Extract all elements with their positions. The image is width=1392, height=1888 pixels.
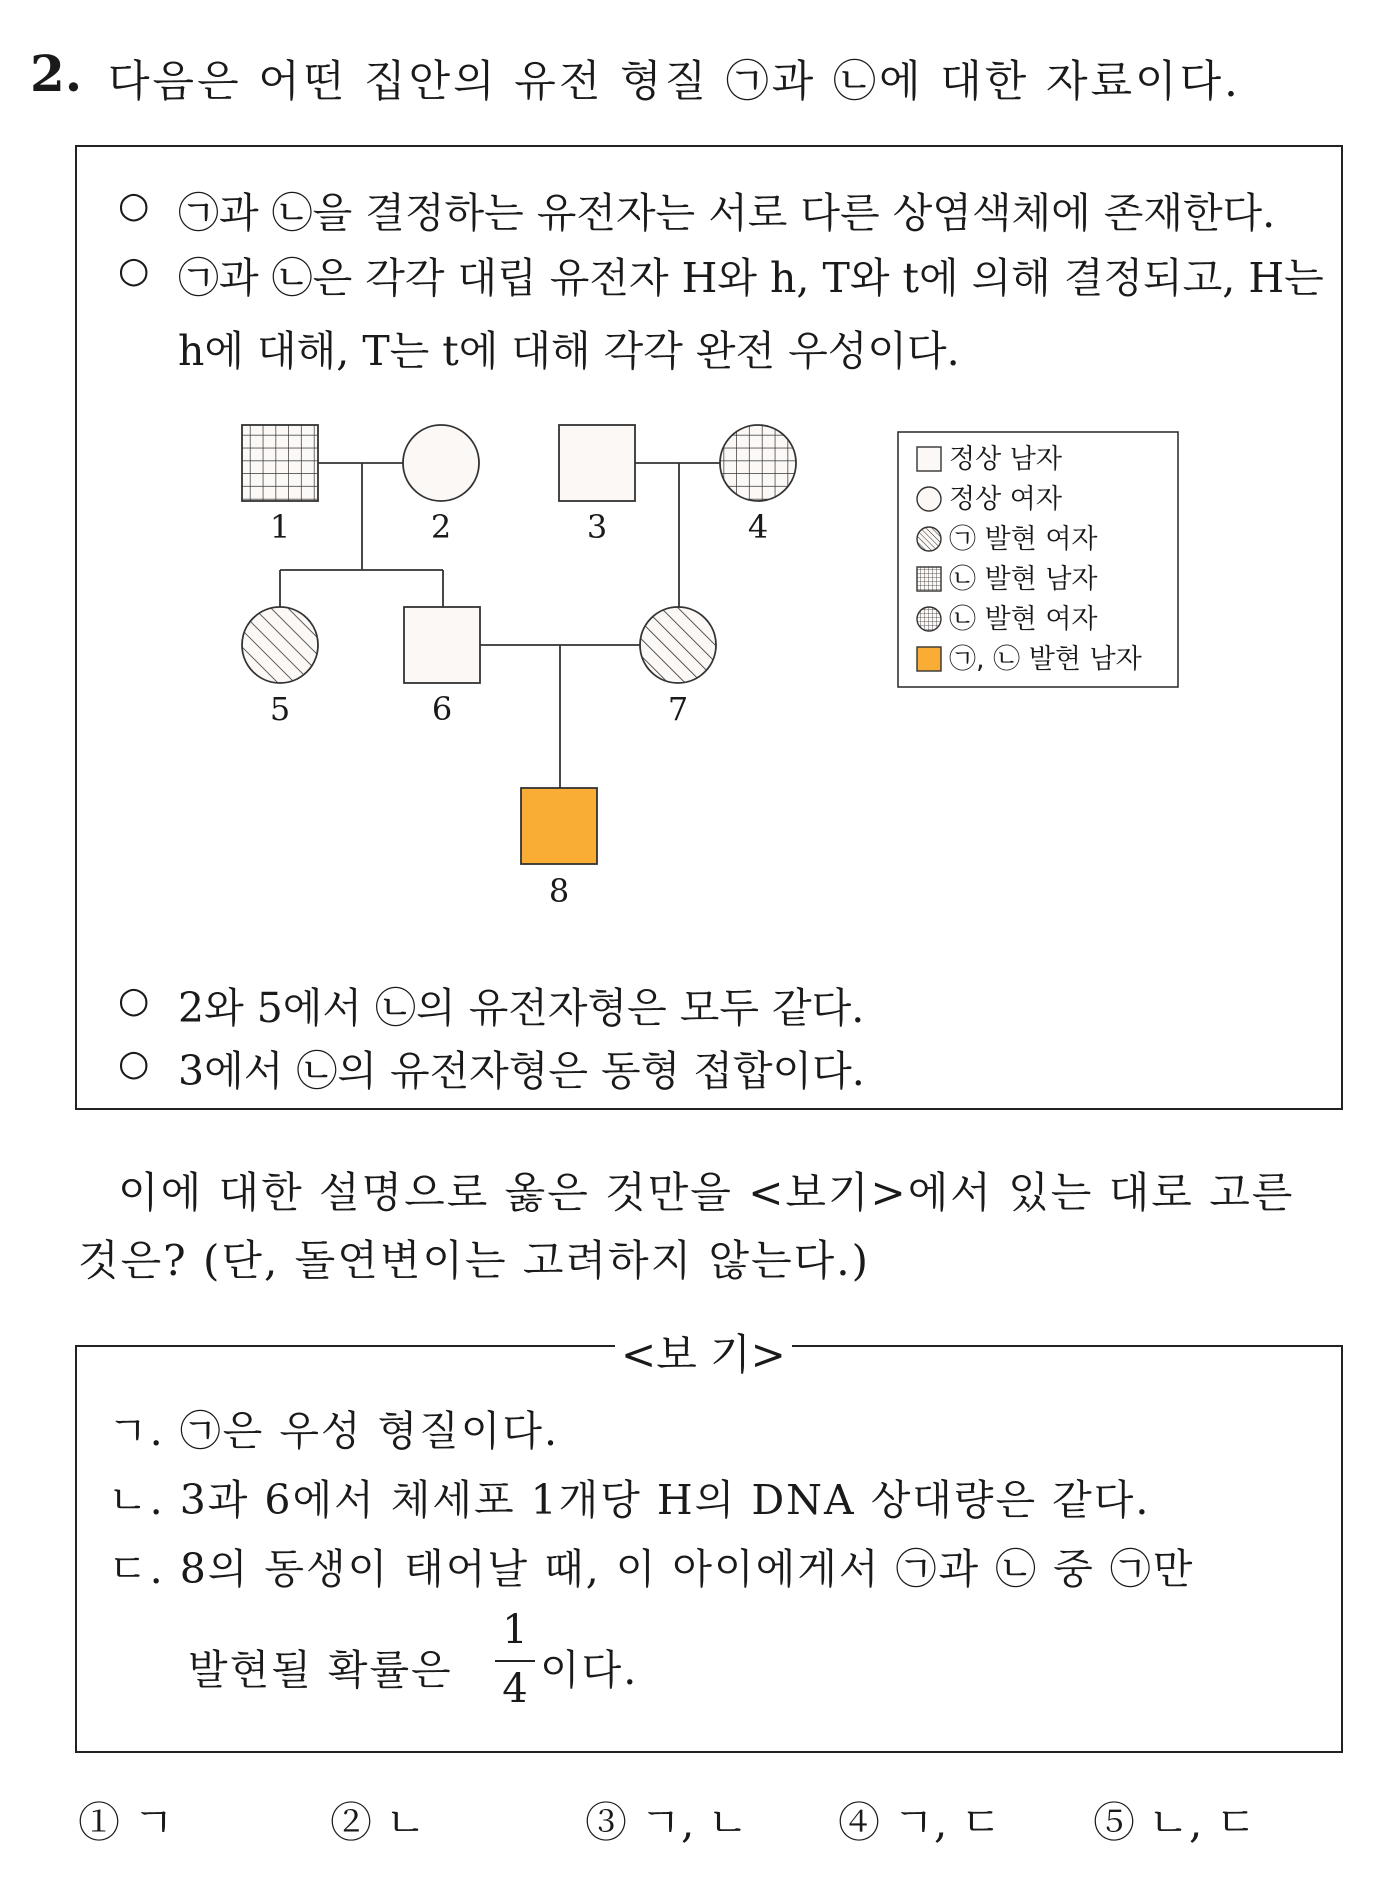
legend-label: 정상 남자 [949, 444, 1062, 475]
legend-label: ㉡ 발현 남자 [949, 564, 1098, 595]
choice-text: ㄱ, ㄷ [893, 1798, 1002, 1847]
bogi-item-3 [108, 1536, 1194, 1595]
choice-3[interactable] [585, 1790, 748, 1850]
instruction-line-1: 이에 대한 설명으로 옳은 것만을 <보기>에서 있는 대로 고른 [118, 1168, 1295, 1217]
individual-6 [404, 607, 480, 683]
fraction-denominator: 4 [502, 1666, 528, 1712]
individual-2 [403, 425, 479, 501]
choice-text: ㄴ, ㄷ [1148, 1798, 1257, 1847]
bullet-mark: ○ [118, 250, 150, 291]
legend-label: ㉡ 발현 여자 [949, 604, 1098, 635]
individual-8 [521, 788, 597, 864]
bogi-title: <보 기> [615, 1322, 792, 1382]
choice-5[interactable] [1093, 1790, 1256, 1850]
fraction-numerator: 1 [502, 1607, 528, 1653]
bogi-item-text: 8의 동생이 태어날 때, 이 아이에게서 ㉠과 ㉡ 중 ㉠만 [179, 1545, 1195, 1593]
individual-label-3: 3 [586, 508, 608, 546]
choice-number: ③ [585, 1798, 628, 1847]
choice-text: ㄱ, ㄴ [640, 1798, 749, 1847]
choice-number: ⑤ [1093, 1798, 1136, 1847]
individual-label-8: 8 [548, 872, 570, 910]
choice-number: ① [78, 1798, 121, 1847]
data-line-1: ㉠과 ㉡을 결정하는 유전자는 서로 다른 상염색체에 존재한다. [178, 189, 1276, 237]
individual-label-7: 7 [667, 690, 689, 728]
individual-7 [640, 607, 716, 683]
pedigree-legend [898, 432, 1178, 687]
individual-1 [242, 425, 318, 501]
choice-number: ② [330, 1798, 373, 1847]
individual-label-2: 2 [430, 508, 452, 546]
legend-label: 정상 여자 [949, 484, 1062, 515]
question-number: 2. [30, 44, 83, 103]
individual-4 [720, 425, 796, 501]
legend-symbol-trait2-male [917, 567, 941, 591]
question-title: 다음은 어떤 집안의 유전 형질 ㉠과 ㉡에 대한 자료이다. [108, 57, 1241, 107]
data-line-4: 2와 5에서 ㉡의 유전자형은 모두 같다. [178, 984, 865, 1032]
data-line-3: h에 대해, T는 t에 대해 각각 완전 우성이다. [178, 327, 960, 375]
data-line-5: 3에서 ㉡의 유전자형은 동형 접합이다. [178, 1047, 865, 1095]
bogi-item-2 [108, 1467, 1150, 1526]
bullet-mark: ○ [118, 185, 150, 226]
bogi-item-1 [108, 1398, 559, 1457]
bogi-item-3-cont-suffix: 이다. [540, 1646, 639, 1694]
choice-4[interactable] [838, 1790, 1001, 1850]
legend-symbol-normal-male [917, 447, 941, 471]
choice-1[interactable] [78, 1790, 174, 1850]
individual-label-4: 4 [747, 508, 769, 546]
fraction-bar [495, 1660, 535, 1662]
legend-symbol-trait1-female [917, 527, 941, 551]
bullet-mark: ○ [118, 1043, 150, 1084]
choice-number: ④ [838, 1798, 881, 1847]
pedigree-diagram [225, 410, 1185, 920]
choice-text: ㄱ [133, 1798, 174, 1847]
individual-5 [242, 607, 318, 683]
legend-label: ㉠, ㉡ 발현 남자 [949, 644, 1142, 675]
choice-2[interactable] [330, 1790, 426, 1850]
bogi-item-text: ㉠은 우성 형질이다. [179, 1407, 560, 1455]
bogi-item-text: 3과 6에서 체세포 1개당 H의 DNA 상대량은 같다. [179, 1476, 1151, 1524]
individual-label-5: 5 [269, 690, 291, 728]
choice-text: ㄴ [385, 1798, 426, 1847]
legend-label: ㉠ 발현 여자 [949, 524, 1098, 555]
data-line-2: ㉠과 ㉡은 각각 대립 유전자 H와 h, T와 t에 의해 결정되고, H는 [178, 254, 1324, 302]
bullet-mark: ○ [118, 980, 150, 1021]
legend-symbol-both-male [917, 647, 941, 671]
bogi-item-label: ㄷ. [108, 1545, 165, 1593]
individual-label-6: 6 [431, 690, 453, 728]
bogi-item-3-cont-prefix: 발현될 확률은 [188, 1646, 453, 1694]
instruction-line-2: 것은? (단, 돌연변이는 고려하지 않는다.) [78, 1236, 870, 1285]
bogi-item-label: ㄴ. [108, 1476, 165, 1524]
bogi-item-label: ㄱ. [108, 1407, 165, 1455]
individual-label-1: 1 [269, 508, 291, 546]
individual-3 [559, 425, 635, 501]
legend-symbol-normal-female [917, 487, 941, 511]
legend-symbol-trait2-female [917, 607, 941, 631]
